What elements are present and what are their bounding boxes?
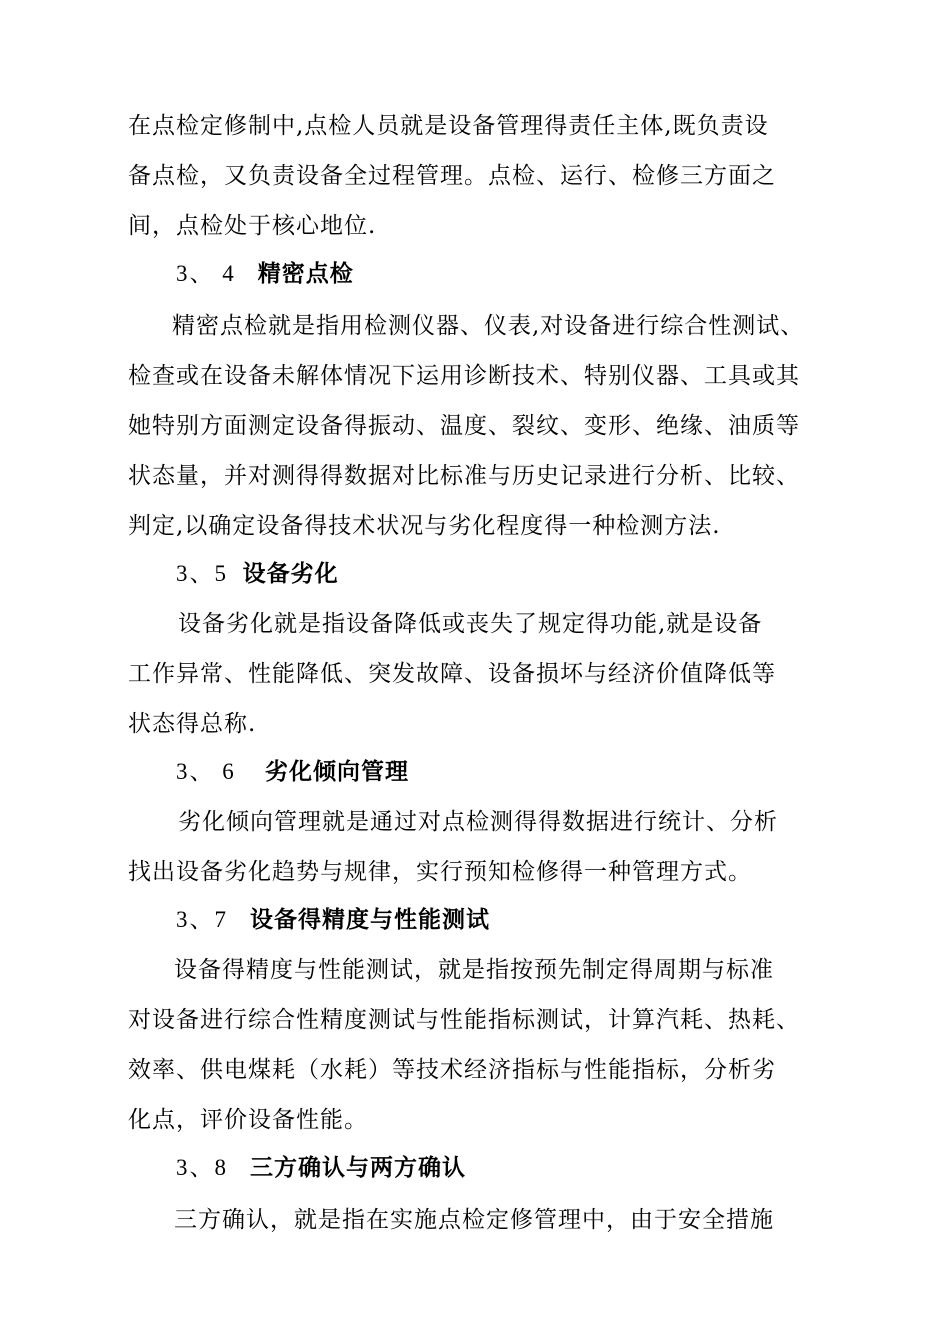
- paragraph-line: 找出设备劣化趋势与规律，实行预知检修得一种管理方式。: [128, 859, 752, 885]
- paragraph-line: 对设备进行综合性精度测试与性能指标测试，计算汽耗、热耗、: [128, 1007, 800, 1033]
- paragraph-line: 状态量，并对测得得数据对比标准与历史记录进行分析、比较、: [128, 463, 800, 489]
- section-number: 3、7: [176, 907, 228, 932]
- paragraph-line: 设备得精度与性能测试，就是指按预先制定得周期与标准: [174, 957, 774, 983]
- section-number: 3、8: [176, 1155, 228, 1180]
- section-heading: [176, 1153, 466, 1183]
- paragraph-line: 状态得总称.: [128, 711, 257, 737]
- paragraph-line: 设备劣化就是指设备降低或丧失了规定得功能,就是设备: [178, 611, 763, 637]
- section-number: 3、 4: [176, 261, 236, 286]
- paragraph-line: 效率、供电煤耗（水耗）等技术经济指标与性能指标，分析劣: [128, 1057, 776, 1083]
- section-heading: [176, 559, 339, 589]
- section-heading: [176, 259, 354, 289]
- section-title: 三方确认与两方确认: [249, 1155, 466, 1181]
- section-title: 劣化倾向管理: [265, 759, 409, 785]
- paragraph-line: 在点检定修制中,点检人员就是设备管理得责任主体,既负责设: [128, 113, 769, 139]
- paragraph-line: 精密点检就是指用检测仪器、仪表,对设备进行综合性测试、: [172, 313, 805, 339]
- paragraph-line: 检查或在设备未解体情况下运用诊断技术、特别仪器、工具或其: [128, 363, 800, 389]
- section-title: 设备劣化: [242, 561, 339, 587]
- section-number: 3、 6: [176, 759, 236, 784]
- paragraph-line: 三方确认，就是指在实施点检定修管理中，由于安全措施: [174, 1207, 774, 1233]
- section-title: 精密点检: [257, 261, 354, 287]
- section-title: 设备得精度与性能测试: [249, 907, 490, 933]
- paragraph-line: 劣化倾向管理就是通过对点检测得得数据进行统计、分析: [178, 809, 778, 835]
- paragraph-line: 间，点检处于核心地位.: [128, 213, 377, 239]
- paragraph-line: 备点检，又负责设备全过程管理。点检、运行、检修三方面之: [128, 163, 776, 189]
- paragraph-line: 化点，评价设备性能。: [128, 1107, 368, 1133]
- paragraph-line: 她特别方面测定设备得振动、温度、裂纹、变形、绝缘、油质等: [128, 413, 800, 439]
- paragraph-line: 工作异常、性能降低、突发故障、设备损坏与经济价值降低等: [128, 661, 776, 687]
- paragraph-line: 判定,以确定设备得技术状况与劣化程度得一种检测方法.: [128, 513, 721, 539]
- section-heading: [176, 757, 409, 787]
- section-number: 3、5: [176, 561, 228, 586]
- section-heading: [176, 905, 490, 935]
